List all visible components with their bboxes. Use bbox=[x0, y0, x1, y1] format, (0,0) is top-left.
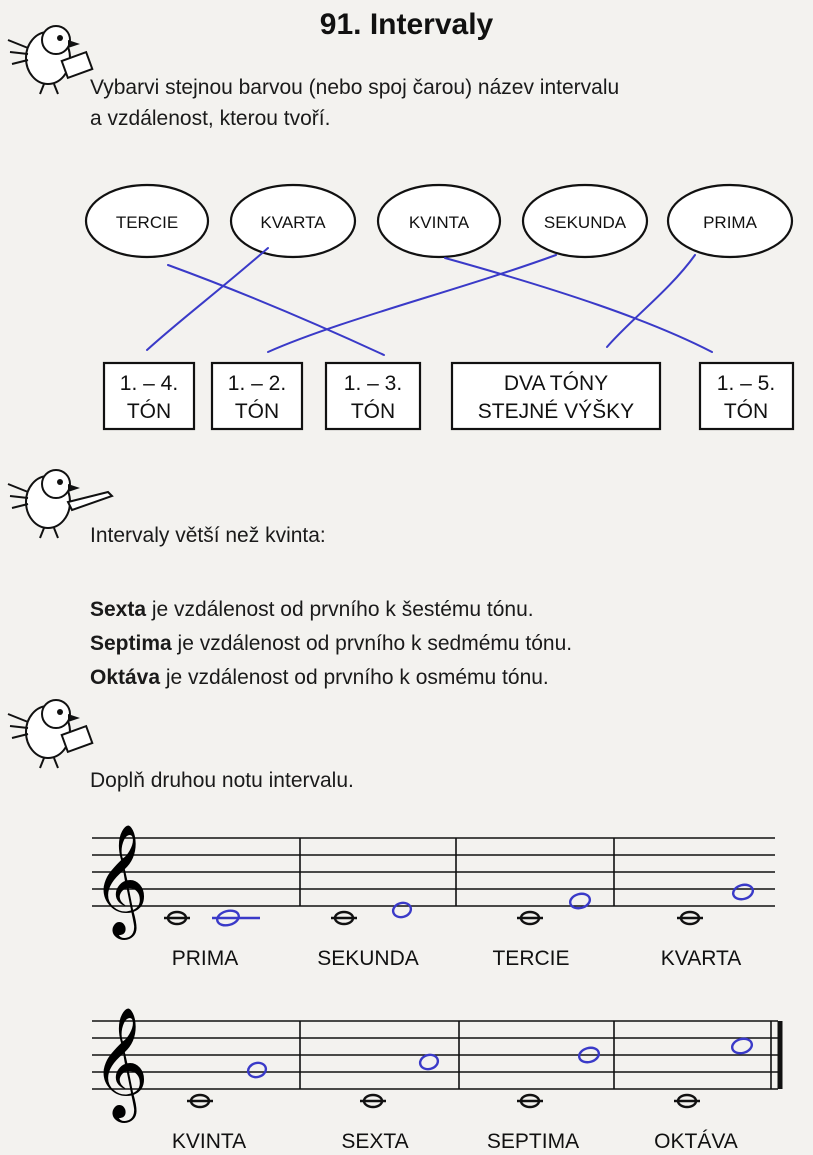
staff-label: KVINTA bbox=[171, 1130, 247, 1153]
staff-label: PRIMA bbox=[171, 947, 239, 970]
box-label: TÓN bbox=[126, 400, 172, 423]
intervals-heading: Intervaly větší než kvinta: bbox=[90, 524, 326, 547]
instruction-line: Vybarvi stejnou barvou (nebo spoj čarou) název intervalu bbox=[90, 76, 620, 99]
bird-pointing-icon bbox=[8, 470, 112, 538]
box-label: TÓN bbox=[350, 400, 396, 423]
treble-clef-icon: 𝄞 bbox=[92, 1006, 149, 1118]
staff-label: SEKUNDA bbox=[317, 947, 419, 970]
added-note[interactable] bbox=[569, 892, 592, 911]
distance-boxes bbox=[104, 363, 793, 429]
box-label: 1. – 4. bbox=[119, 372, 179, 395]
definition-sexta: Sexta je vzdálenost od prvního k šestému tónu. bbox=[90, 598, 534, 621]
added-note[interactable] bbox=[731, 1037, 754, 1056]
box-label: 1. – 2. bbox=[227, 372, 287, 395]
oval-label: TERCIE bbox=[115, 213, 179, 232]
staff-1 bbox=[92, 838, 775, 906]
instruction-line: a vzdálenost, kterou tvoří. bbox=[90, 107, 331, 130]
instruction-fill-notes: Doplň druhou notu intervalu. bbox=[90, 769, 354, 792]
staff-label: TERCIE bbox=[492, 947, 570, 970]
box-label: TÓN bbox=[723, 400, 769, 423]
box-label: STEJNÉ VÝŠKY bbox=[477, 400, 635, 423]
connection-lines bbox=[147, 248, 712, 355]
oval-label: SEKUNDA bbox=[543, 213, 627, 232]
added-note[interactable] bbox=[391, 901, 412, 919]
oval-label: KVINTA bbox=[408, 213, 470, 232]
staff-label: OKTÁVA bbox=[654, 1130, 738, 1153]
added-note[interactable] bbox=[732, 883, 755, 902]
staff-label: KVARTA bbox=[660, 947, 742, 970]
treble-clef-icon: 𝄞 bbox=[92, 823, 149, 935]
oval-label: PRIMA bbox=[703, 213, 757, 232]
definition-septima: Septima je vzdálenost od prvního k sedmému tónu. bbox=[90, 632, 573, 655]
bird-reading-icon bbox=[8, 26, 92, 94]
box-label: DVA TÓNY bbox=[503, 372, 609, 395]
staff-label: SEPTIMA bbox=[486, 1130, 580, 1153]
bird-reading-icon bbox=[8, 700, 92, 768]
page-title: 91. Intervaly bbox=[319, 8, 494, 41]
staff-label: SEXTA bbox=[341, 1130, 409, 1153]
oval-label: KVARTA bbox=[260, 213, 326, 232]
staff-2 bbox=[92, 1021, 780, 1089]
box-label: TÓN bbox=[234, 400, 280, 423]
box-label: 1. – 3. bbox=[343, 372, 403, 395]
definition-oktava: Oktáva je vzdálenost od prvního k osmému tónu. bbox=[90, 666, 549, 689]
box-label: 1. – 5. bbox=[716, 372, 776, 395]
added-note[interactable] bbox=[246, 1061, 267, 1079]
